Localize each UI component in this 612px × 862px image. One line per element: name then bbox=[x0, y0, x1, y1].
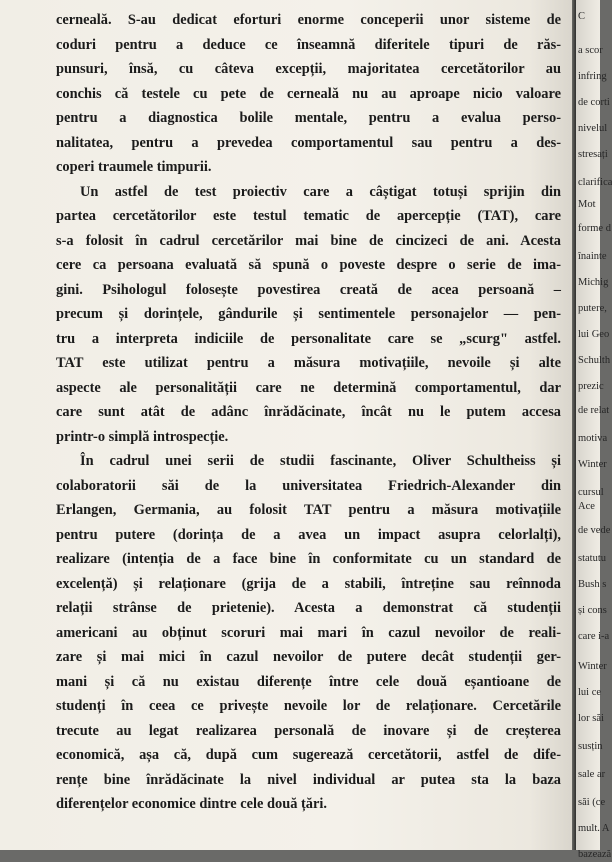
text-line: tru a interpreta indiciile de personalitate care se „scurg" astfel. bbox=[56, 330, 561, 347]
next-page-fragment: Bush s bbox=[578, 579, 607, 590]
next-page-fragment: Ace bbox=[578, 501, 595, 512]
text-line: mani și că nu existau diferențe între cele două eșantioane de bbox=[56, 673, 561, 690]
text-line: diferențelor economice dintre cele două țări. bbox=[56, 796, 327, 812]
text-line: pentru putere (dorința de a avea un impact asupra celorlalți), bbox=[56, 526, 561, 543]
text-line: nalitatea, pentru a prevedea comportamentul sau pentru a des- bbox=[56, 134, 561, 151]
text-line: cere ca persoana evaluată să spună o poveste despre o serie de ima- bbox=[56, 257, 561, 273]
next-page-fragment: prezic bbox=[578, 381, 604, 392]
next-page-fragment: a scor bbox=[578, 45, 603, 56]
text-line: gini. Psihologul folosește povestirea creată de acea persoană – bbox=[56, 281, 561, 298]
next-page-fragment: stresați bbox=[578, 149, 608, 160]
next-page-fragment: sale ar bbox=[578, 769, 606, 780]
text-line: pentru a diagnostica bolile mentale, pentru a evalua perso- bbox=[56, 110, 561, 126]
text-line: realizare (intenția de a face bine în conformitate cu un standard de bbox=[56, 551, 561, 567]
next-page-fragment: Michig bbox=[578, 277, 609, 288]
next-page-fragment: bazează bbox=[578, 849, 612, 860]
next-page-fragment: nivelul bbox=[578, 123, 608, 134]
next-page-fragment: susțin bbox=[578, 741, 603, 752]
next-page-fragment: care i-a bbox=[578, 631, 610, 642]
next-page-fragment: mult. A bbox=[578, 823, 610, 834]
text-line: coduri pentru a deduce ce înseamnă diferitele tipuri de răs- bbox=[56, 36, 561, 53]
text-line: TAT este utilizat pentru a măsura motivațiile, nevoile și alte bbox=[56, 355, 561, 371]
text-line: s-a folosit în cadrul cercetărilor mai bine de cincizeci de ani. Acesta bbox=[56, 232, 561, 249]
text-line: care sunt atât de adânc înrădăcinate, încât nu le putem accesa bbox=[56, 404, 561, 420]
next-page-fragment: și cons bbox=[578, 605, 607, 616]
text-line: aspecte ale personalității care ne determină comportamentul, dar bbox=[56, 379, 561, 396]
text-line: partea cercetătorilor este testul tematic de apercepție (TAT), care bbox=[56, 208, 561, 224]
next-page-fragment: înainte bbox=[578, 251, 607, 262]
next-page-fragment: statutu bbox=[578, 553, 606, 564]
next-page-fragment: lui Geo bbox=[578, 329, 610, 340]
text-line: printr-o simplă introspecție. bbox=[56, 428, 229, 445]
text-line: rențe bine înrădăcinate la nivel individual ar putea sta la baza bbox=[56, 771, 561, 788]
next-page-edge bbox=[576, 0, 612, 860]
next-page-fragment: lor săi bbox=[578, 713, 604, 724]
next-page-fragment: Schulth bbox=[578, 355, 611, 366]
next-page-fragment: de vede bbox=[578, 525, 611, 536]
body-text bbox=[56, 8, 561, 817]
text-line: zare și mai mici în cazul nevoilor de putere decât studenții ger- bbox=[56, 649, 561, 665]
text-line: Erlangen, Germania, au folosit TAT pentru a măsura motivațiile bbox=[56, 502, 561, 518]
text-line: precum și dorințele, gândurile și sentimentele personajelor — pen- bbox=[56, 306, 561, 322]
text-line: economică, așa că, după cum sugerează cercetătorii, astfel de dife- bbox=[56, 747, 561, 763]
next-page-fragment: Mot bbox=[578, 199, 596, 210]
text-line: studenți în ceea ce privește nevoile lor de relaționare. Cercetările bbox=[56, 698, 561, 714]
text-line: americani au obținut scoruri mai mari în cazul nevoilor de reali- bbox=[56, 624, 561, 641]
text-line: cerneală. S-au dedicat eforturi enorme conceperii unor sisteme de bbox=[56, 12, 561, 28]
text-line: punsuri, însă, cu câteva excepții, majoritatea cercetătorilor au bbox=[56, 61, 561, 77]
text-line: colaboratorii săi de la universitatea Friedrich-Alexander din bbox=[56, 477, 561, 494]
text-line: conchis că testele cu pete de cerneală nu au aproape nicio valoare bbox=[56, 85, 561, 102]
text-line: trecute au legat realizarea personală de inovare și de creșterea bbox=[56, 722, 561, 739]
next-page-fragment: infring bbox=[578, 71, 607, 82]
next-page-fragment: de relat bbox=[578, 405, 610, 416]
next-page-fragment: putere, bbox=[578, 303, 607, 314]
text-line: coperi traumele timpurii. bbox=[56, 159, 212, 175]
next-page-fragment: C bbox=[578, 11, 586, 22]
next-page-fragment: Winter bbox=[578, 459, 607, 470]
next-page-fragment: săi (ce bbox=[578, 797, 606, 808]
text-line: excelență) și relaționare (grija de a stabili, întreține sau reînnoda bbox=[56, 575, 561, 592]
text-line: Un astfel de test proiectiv care a câștigat totuși sprijin din bbox=[80, 183, 561, 200]
next-page-fragment: lui ce bbox=[578, 687, 602, 698]
text-line: relații strânse de prietenie). Acesta a demonstrat că studenții bbox=[56, 600, 561, 616]
next-page-fragment: Winter bbox=[578, 661, 607, 672]
next-page-fragment: forme d bbox=[578, 223, 611, 234]
next-page-fragment: clarifica bbox=[578, 177, 612, 188]
text-line: În cadrul unei serii de studii fascinante, Oliver Schultheiss și bbox=[80, 453, 561, 469]
next-page-fragment: de corti bbox=[578, 97, 610, 108]
next-page-fragment: cursul bbox=[578, 487, 604, 498]
next-page-fragment: motiva bbox=[578, 433, 608, 444]
